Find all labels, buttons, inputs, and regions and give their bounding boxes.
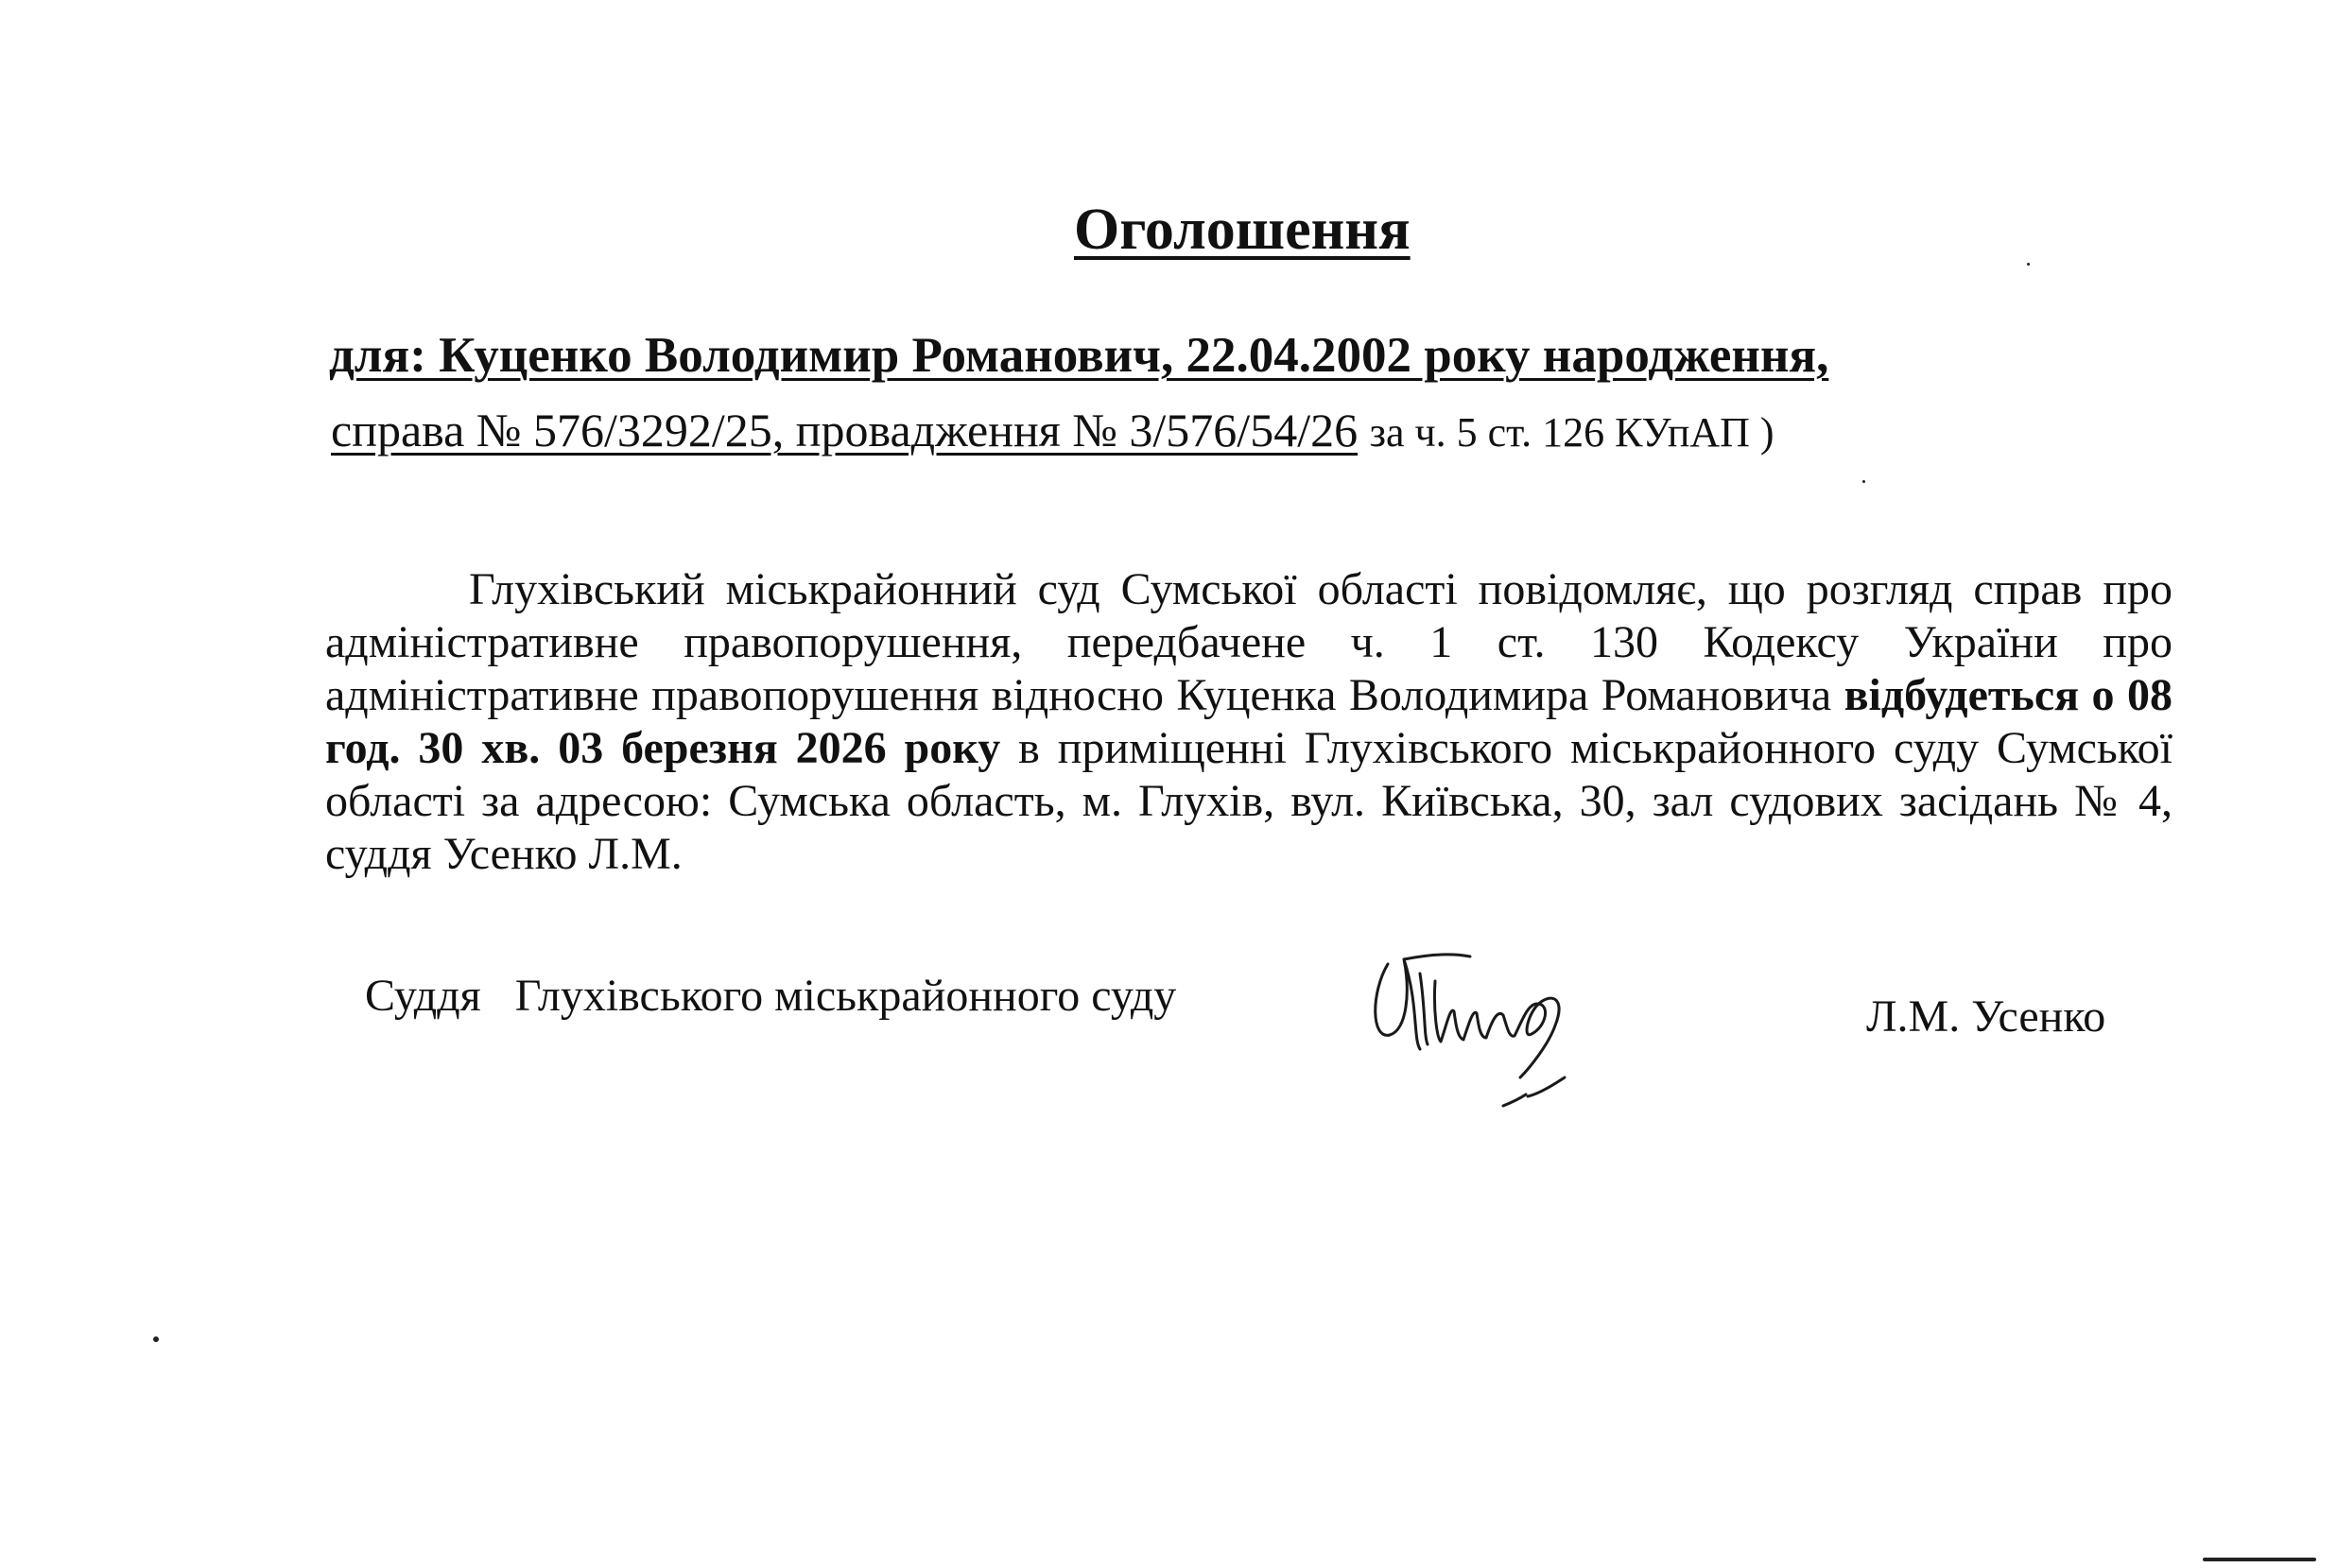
judge-position: Суддя Глухівського міськрайонного суду bbox=[365, 971, 1177, 1021]
judge-name: Л.М. Усенко bbox=[1866, 991, 2106, 1042]
announcement-body bbox=[325, 563, 2173, 881]
hearing-datetime: відбудеться о 08 год. 30 хв. 03 березня 2026 року bbox=[325, 670, 2173, 773]
handwritten-signature-icon bbox=[1361, 936, 1645, 1134]
announcement-title: Оголошення bbox=[1074, 198, 1411, 262]
case-line bbox=[331, 403, 1774, 457]
addressee-line: для: Куценко Володимир Романович, 22.04.2002 року народження, bbox=[329, 328, 1829, 383]
scan-speck bbox=[153, 1336, 159, 1342]
case-article: за ч. 5 ст. 126 КУпАП ) bbox=[1369, 409, 1774, 456]
body-text-part2: в приміщенні Глухівського міськрайонного суду Сумської області за адресою: Сумська область, м. Глухів, вул. Київська, 30, зал судових засідань № 4, суддя Усенко Л.М. bbox=[325, 723, 2173, 879]
scan-speck bbox=[2203, 1558, 2316, 1561]
scan-speck bbox=[1862, 480, 1865, 483]
case-number: справа № 576/3292/25, провадження № 3/576/54/26 bbox=[331, 404, 1359, 457]
scan-speck bbox=[2027, 263, 2030, 266]
body-text-part1: Глухівський міськрайонний суд Сумської області повідомляє, що розгляд справ про адміністративне правопорушення, передбачене ч. 1 ст. 130 Кодексу України про адміністративне правопорушення відносно Куценка Володимира Романовича bbox=[325, 564, 2173, 720]
